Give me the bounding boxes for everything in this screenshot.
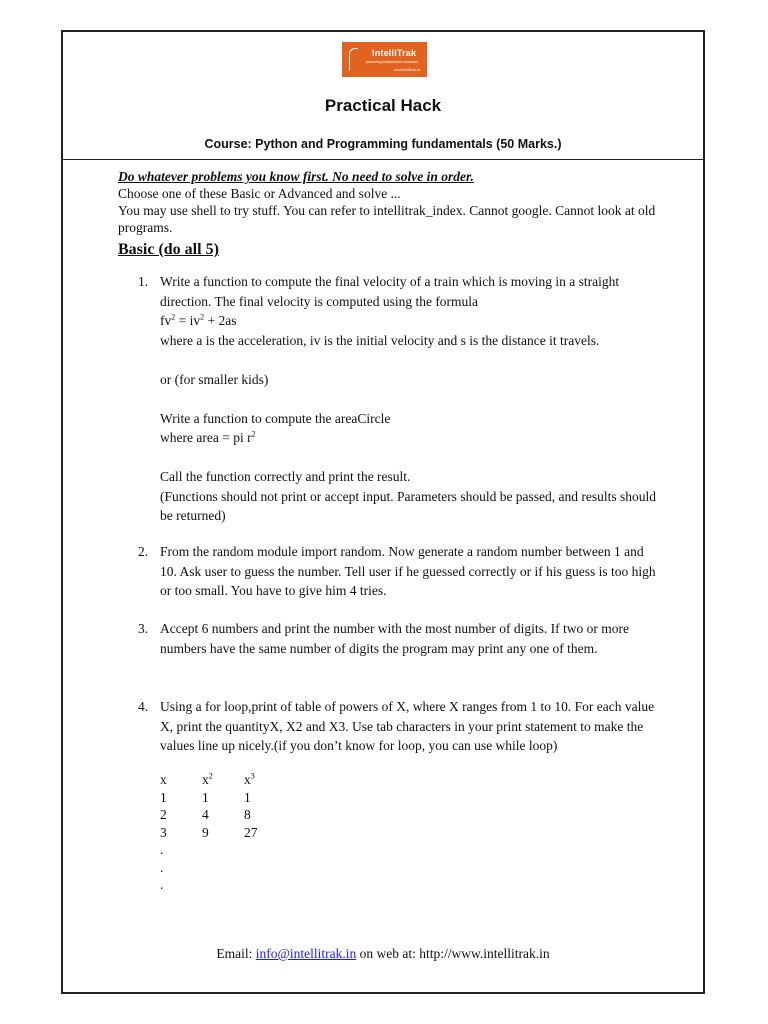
q1-note: (Functions should not print or accept input. Parameters should be passed, and results should be returned) [160, 488, 657, 523]
question-1 [118, 272, 658, 526]
question-number: 4. [138, 699, 149, 714]
logo-brand: IntelliTrak [372, 48, 417, 58]
q1-alt: Write a function to compute the areaCircle [160, 410, 391, 426]
table-row: 3 9 27 [160, 824, 258, 840]
question-number: 2. [138, 544, 149, 559]
logo-swoosh-icon [349, 48, 358, 71]
email-link[interactable]: info@intellitrak.in [255, 946, 357, 961]
q1-or: or (for smaller kids) [160, 371, 269, 387]
q1-where: where a is the acceleration, iv is the initial velocity and s is the distance it travels. [160, 332, 600, 348]
q1-area: where area = pi $r^2$ [160, 429, 256, 445]
logo-url: www.intellitrak.in [394, 68, 420, 72]
section-heading: Basic (do all 5) [118, 241, 219, 258]
continuation-dot: . [160, 877, 164, 892]
continuation-dot: . [160, 859, 164, 875]
logo-tagline: promoting independent education [366, 60, 418, 64]
page-title: Practical Hack [324, 96, 442, 115]
q3-text: Accept 6 numbers and print the number with the most number of digits. If two or more numbers have the same number of digits the program may print any one of them. [160, 621, 630, 656]
question-3 [118, 619, 658, 658]
question-2 [118, 542, 658, 601]
q1-text: Write a function to compute the final velocity of a train which is moving in a straight direction. The final velocity is computed using the formula [160, 274, 620, 309]
table-row: 2 4 8 [160, 807, 251, 822]
footer-web: on web at: http://www.intellitrak.in [356, 946, 550, 961]
question-number: 1. [138, 274, 149, 289]
intro-line-1: Choose one of these Basic or Advanced and solve ... [118, 186, 401, 201]
footer-label: Email: [216, 946, 256, 961]
table-header-row: x $x^2$ $x^3$ [160, 771, 255, 787]
intro-heading: Do whatever problems you know first. No need to solve in order. [118, 169, 474, 184]
q4-text: Using a for loop,print of table of powers of X, where X ranges from 1 to 10. For each value X, print the quantityX, X2 and X3. Use tab characters in your print statement to make the values line up nicely.(if you don’t know for loop, you can use while loop) [160, 699, 655, 753]
q1-call: Call the function correctly and print the result. [160, 469, 411, 484]
q2-text: From the random module import random. Now generate a random number between 1 and 10. Ask user to guess the number. Tell user if he guessed correctly or if his guess is too high or too small. You have to give him 4 tries. [160, 544, 656, 598]
course-title: Course: Python and Programming fundamentals (50 Marks.) [204, 137, 562, 151]
question-number: 3. [138, 621, 149, 636]
continuation-dot: . [160, 842, 164, 857]
intro-block [118, 168, 658, 260]
intellitrak-logo [342, 42, 427, 77]
table-row: 1 1 1 [160, 789, 251, 805]
intro-line-2: You may use shell to try stuff. You can refer to intellitrak_index. Cannot google. Cannot look at old programs. [118, 203, 656, 235]
question-4 [118, 697, 658, 756]
header-divider [61, 159, 705, 160]
powers-table [160, 771, 286, 894]
q1-formula: $fv^2 = iv^2 + 2as$ [160, 312, 237, 328]
footer [61, 946, 705, 962]
